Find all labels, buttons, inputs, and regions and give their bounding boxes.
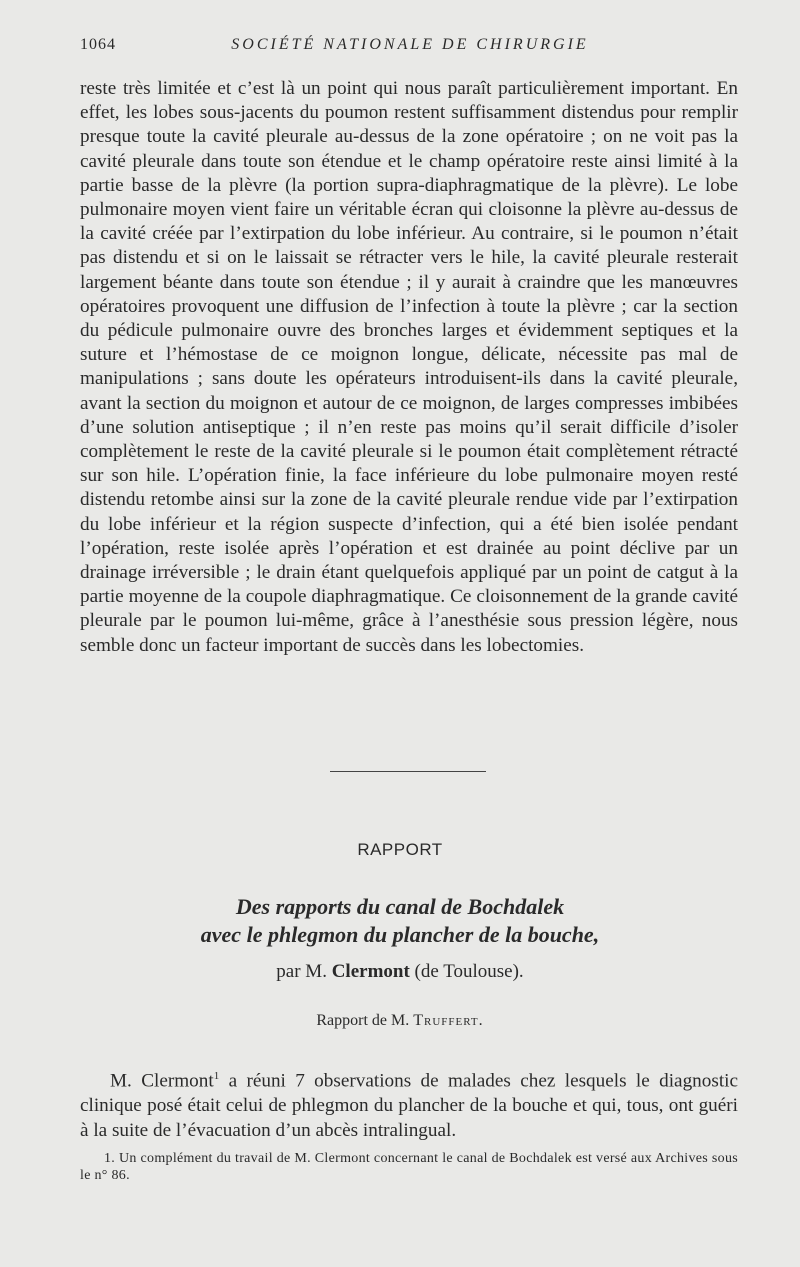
page-number: 1064 (80, 36, 116, 53)
section-divider (330, 771, 486, 772)
running-header (80, 36, 740, 60)
article-title-line-2: avec le phlegmon du plancher de la bouche, (200, 922, 600, 947)
byline (0, 961, 800, 983)
reporter-prefix: Rapport de M. (316, 1012, 410, 1029)
section-heading: RAPPORT (357, 840, 443, 859)
intro-paragraph (80, 1064, 738, 1143)
article-title-line-1: Des rapports du canal de Bochdalek (235, 894, 565, 919)
author-origin: (de Toulouse). (414, 961, 524, 982)
footnote: 1. Un complément du travail de M. Clermont concernant le canal de Bochdalek est versé aux Archives sous le n° 86. (80, 1151, 738, 1183)
reporter-line (0, 1012, 800, 1030)
byline-prefix: par M. (276, 961, 327, 982)
intro-text: a réuni 7 observations de malades chez lesquels le diagnostic clinique posé était celui de phlegmon du plancher de la bouche et qui, tous, ont guéri à la suite de l’évacuation d’un abcès intralingual. (80, 1070, 738, 1141)
running-title: SOCIÉTÉ NATIONALE DE CHIRURGIE (231, 36, 589, 53)
intro-lead: M. Clermont (110, 1070, 214, 1092)
body-text (80, 77, 738, 658)
footnote-reference: 1 (213, 1070, 220, 1082)
reporter-name: Truffert. (413, 1012, 484, 1029)
body-paragraph: reste très limitée et c’est là un point qui nous paraît particulièrement important. En effet, les lobes sous-jacents du poumon restent suffisamment distendus pour remplir presque toute la cavité pleurale au-dessus de la zone opératoire ; on ne voit pas la cavité pleurale dans toute son étendue et le champ opératoire reste ainsi limité à la partie basse de la plèvre (la portion supra-diaphragmatique de la plèvre). Le lobe pulmonaire moyen vient faire un véritable écran qui cloisonne la plèvre au-dessus de la cavité créée par l’extirpation du lobe inférieur. Au contraire, si le poumon n’était pas distendu et si on le laissait se rétracter vers le hile, la cavité pleurale resterait largement béante dans toute son étendue ; il y aurait à craindre que les manœuvres opératoires provoquent une diffusion de l’infection à toute la plèvre ; car la section du pédicule pulmonaire ouvre des bronches larges et évidemment septiques et la suture et l’hémostase de ce moignon longue, délicate, nécessite pas mal de manipulations ; sans doute les opérateurs introduisent-ils dans la cavité pleurale, avant la section du moignon et autour de ce moignon, de larges compresses imbibées d’une solution antiseptique ; il n’en reste pas moins qu’il serait difficile d’isoler complètement le reste de la cavité pleurale si le poumon était complètement rétracté sur son hile. L’opération finie, la face inférieure du lobe pulmonaire moyen resté distendu retombe ainsi sur la zone de la cavité pleurale rendue vide par l’extirpation du lobe inférieur et la région suspecte d’infection, qui a été bien isolée pendant l’opération, reste isolée après l’opération et est drainée au point déclive par un drainage irréversible ; le drain étant quelquefois appliqué par un point de catgut à la partie moyenne de la coupole diaphragmatique. Ce cloisonnement de la grande cavité pleurale par le poumon lui-même, grâce à l’anesthésie sous pression légère, nous semble donc un facteur important de succès dans les lobectomies. (80, 78, 738, 656)
article-title (0, 893, 800, 949)
author-name: Clermont (331, 961, 410, 982)
